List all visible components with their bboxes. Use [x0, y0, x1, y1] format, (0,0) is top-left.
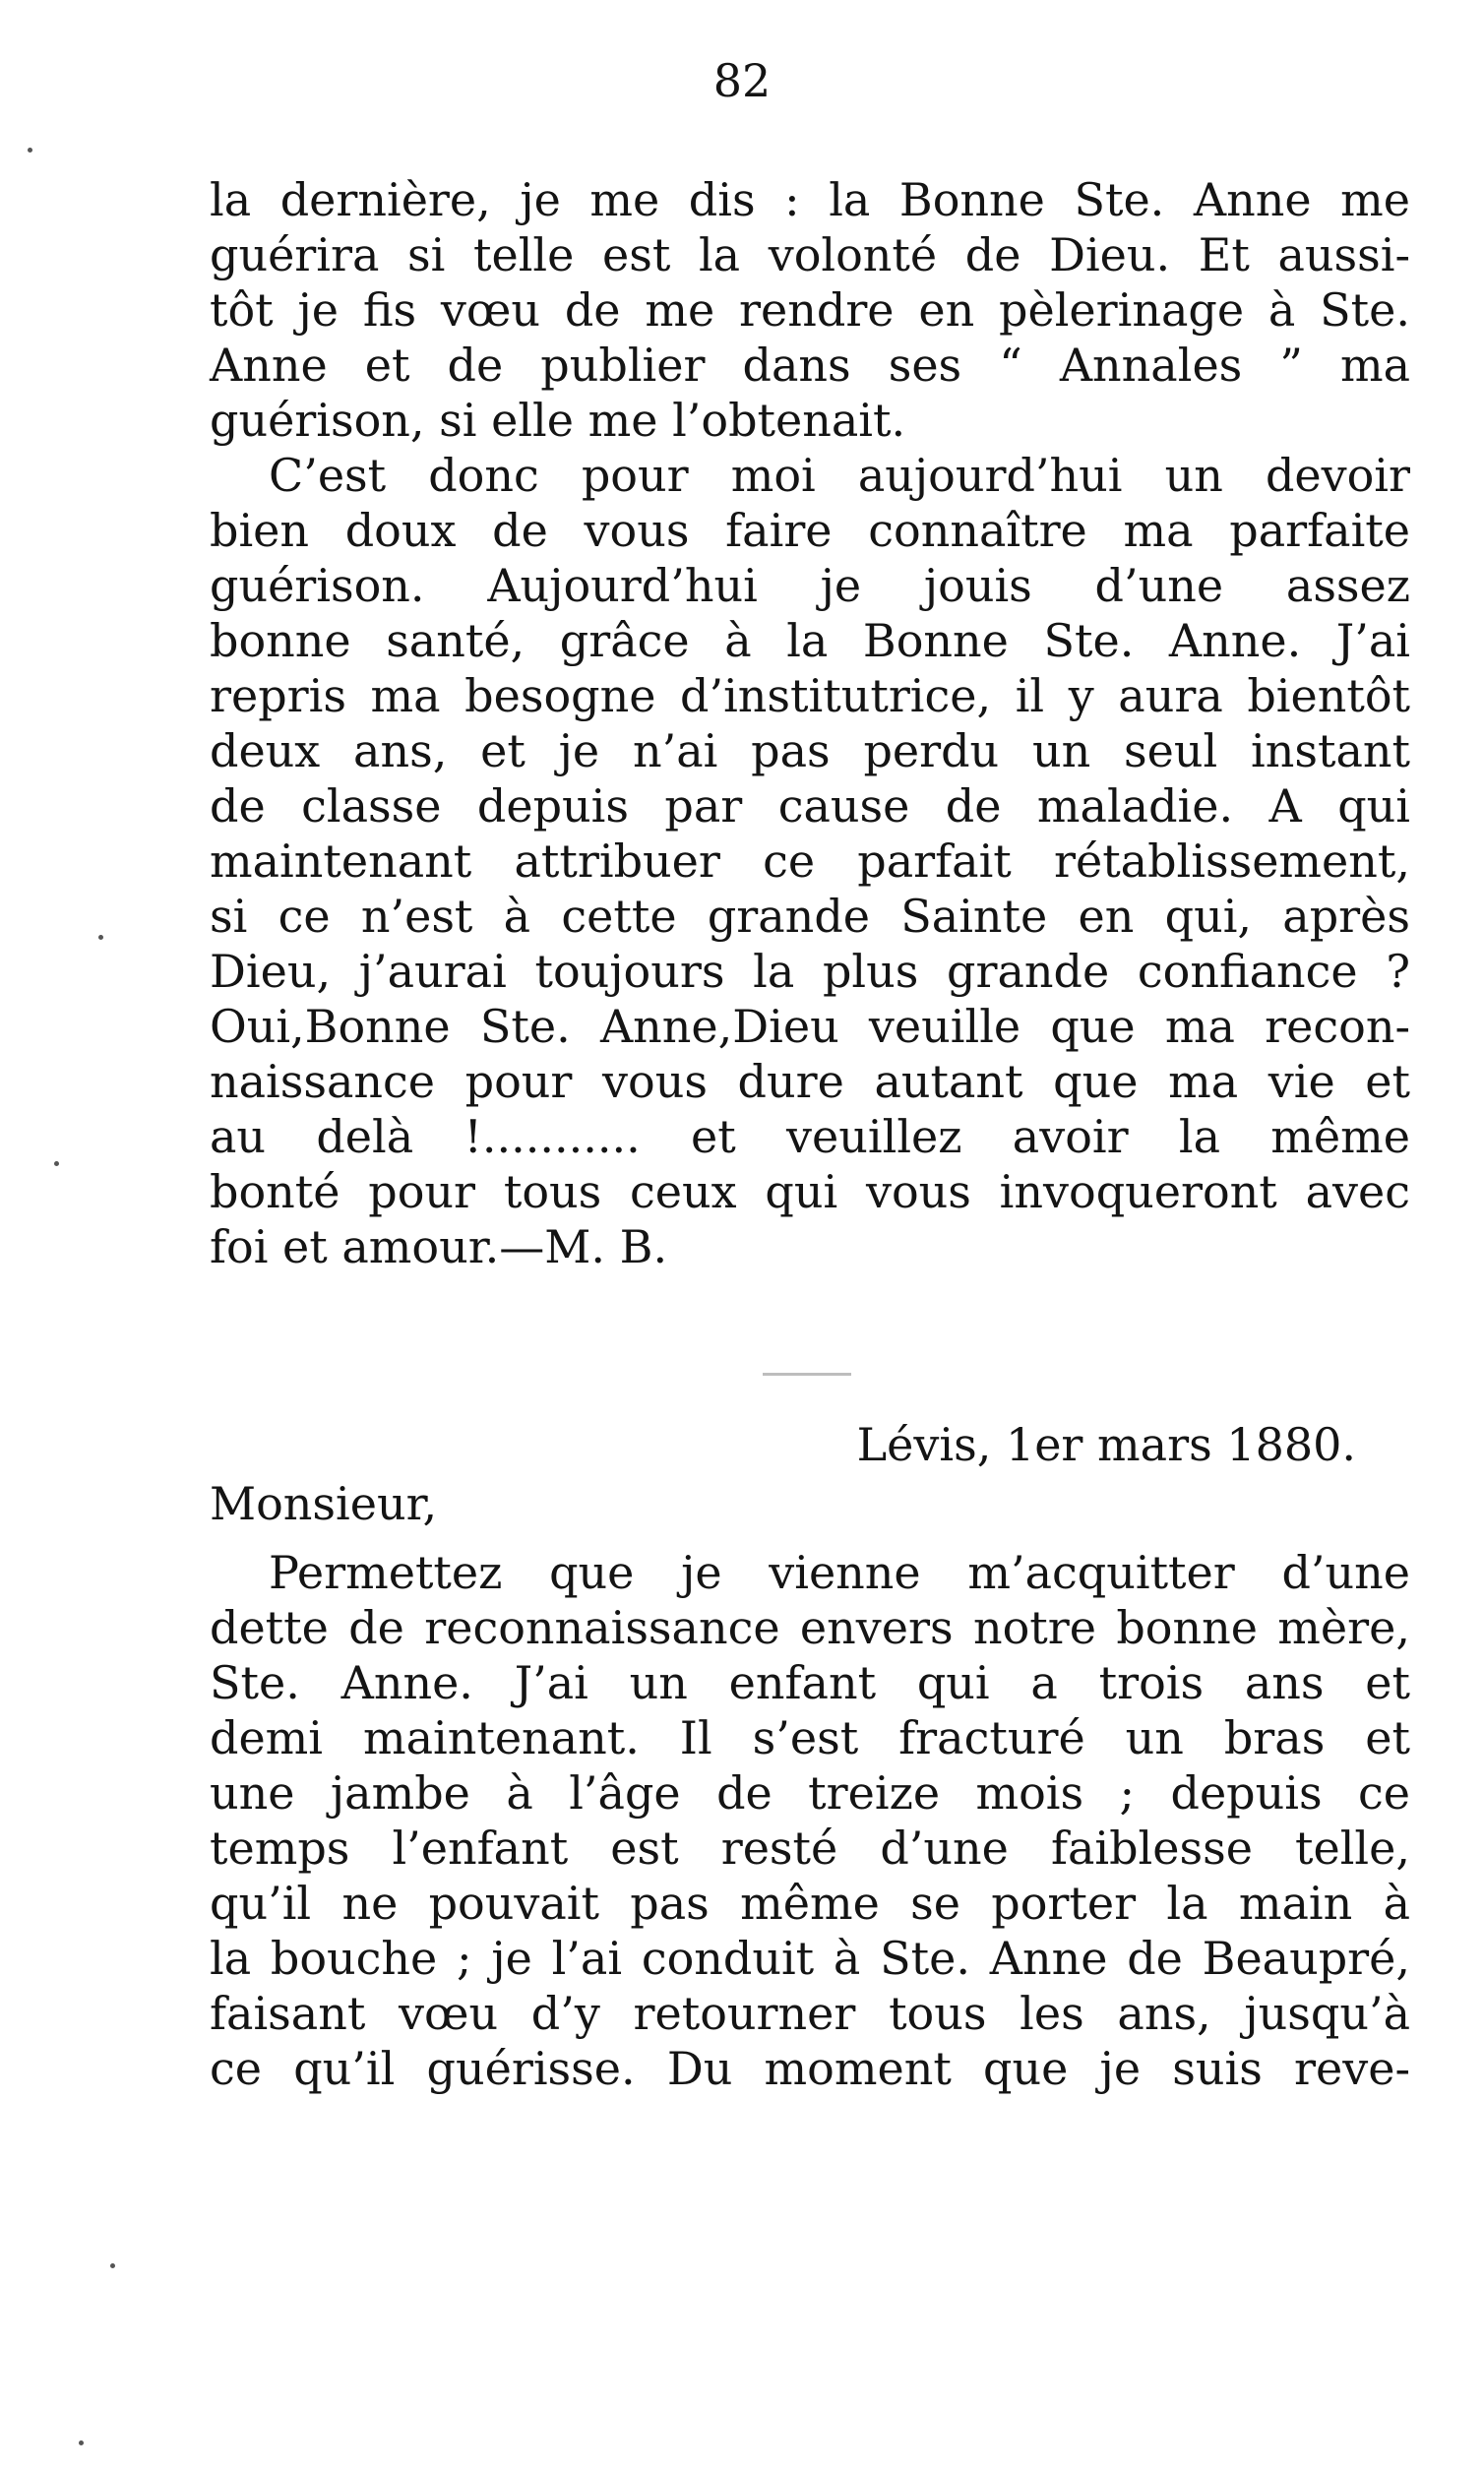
text-line: Oui,Bonne Ste. Anne,Dieu veuille que ma recon-: [210, 1000, 1410, 1053]
text-line: la bouche ; je l’ai conduit à Ste. Anne de Beaupré,: [210, 1932, 1410, 1985]
scan-speck: [79, 2440, 84, 2445]
text-line: guérison, si elle me l’obtenait.: [210, 394, 906, 447]
letter-dateline: Lévis, 1er mars 1880.: [856, 1418, 1356, 1471]
scan-speck: [98, 935, 103, 940]
section-divider: [763, 1373, 851, 1376]
text-line: foi et amour.—M. B.: [210, 1220, 668, 1273]
letter-body: [210, 1545, 1410, 2096]
text-line: guérison. Aujourd’hui je jouis d’une assez: [210, 559, 1410, 612]
text-line: demi maintenant. Il s’est fracturé un bras et: [210, 1711, 1410, 1764]
text-line: bonne santé, grâce à la Bonne Ste. Anne. J’ai: [210, 614, 1410, 667]
scan-speck: [110, 2263, 115, 2268]
text-line: Dieu, j’aurai toujours la plus grande confiance ?: [210, 945, 1410, 998]
text-line: maintenant attribuer ce parfait rétablissement,: [210, 834, 1410, 888]
text-line: bonté pour tous ceux qui vous invoqueront avec: [210, 1165, 1410, 1218]
text-line: dette de reconnaissance envers notre bonne mère,: [210, 1601, 1410, 1654]
text-line: deux ans, et je n’ai pas perdu un seul instant: [210, 724, 1410, 777]
text-line: la dernière, je me dis : la Bonne Ste. Anne me: [210, 173, 1410, 226]
page-number: 82: [712, 54, 772, 107]
text-line: C’est donc pour moi aujourd’hui un devoir: [269, 449, 1410, 502]
scan-speck: [28, 148, 32, 153]
text-line: naissance pour vous dure autant que ma vie et: [210, 1055, 1410, 1108]
scan-speck: [54, 1161, 59, 1166]
paragraph-2: [210, 448, 1410, 1274]
paragraph-1: [210, 172, 1410, 448]
text-line: Ste. Anne. J’ai un enfant qui a trois ans et: [210, 1656, 1410, 1709]
text-line: de classe depuis par cause de maladie. A qui: [210, 779, 1410, 833]
text-line: si ce n’est à cette grande Sainte en qui, après: [210, 890, 1410, 943]
text-line: Permettez que je vienne m’acquitter d’une: [269, 1546, 1410, 1599]
text-line: Anne et de publier dans ses “ Annales ” ma: [210, 339, 1410, 392]
text-line: tôt je fis vœu de me rendre en pèlerinage à Ste.: [210, 283, 1410, 337]
text-line: qu’il ne pouvait pas même se porter la main à: [210, 1877, 1410, 1930]
text-line: guérira si telle est la volonté de Dieu. Et aussi-: [210, 228, 1410, 281]
text-line: bien doux de vous faire connaître ma parfaite: [210, 504, 1410, 557]
text-line: faisant vœu d’y retourner tous les ans, jusqu’à: [210, 1987, 1410, 2040]
text-line: une jambe à l’âge de treize mois ; depuis ce: [210, 1766, 1410, 1820]
text-line: au delà !........... et veuillez avoir la même: [210, 1110, 1410, 1163]
text-line: temps l’enfant est resté d’une faiblesse telle,: [210, 1822, 1410, 1875]
text-line: repris ma besogne d’institutrice, il y aura bientôt: [210, 669, 1410, 722]
letter-salutation: Monsieur,: [210, 1477, 438, 1530]
text-line: ce qu’il guérisse. Du moment que je suis reve-: [210, 2042, 1410, 2095]
